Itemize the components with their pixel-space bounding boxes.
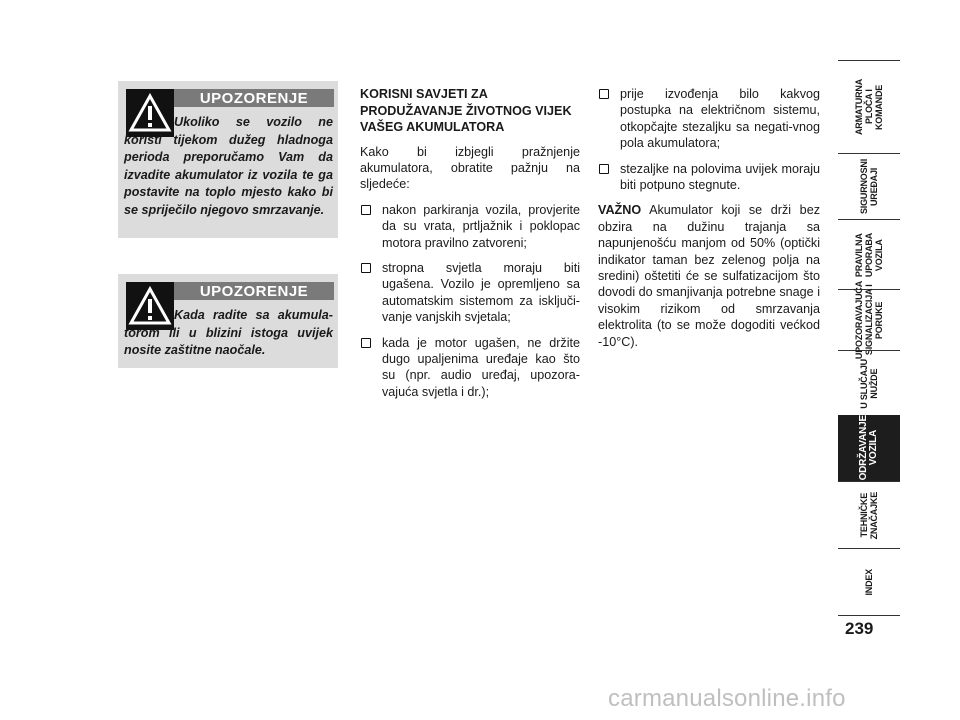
checkbox-bullet-icon — [361, 338, 371, 348]
column-battery-tips — [360, 86, 580, 409]
checkbox-bullet-icon — [599, 164, 609, 174]
tab-index[interactable]: INDEX — [838, 548, 900, 616]
page-number-divider — [838, 615, 900, 616]
list-item: kada je motor ugašen, ne držite dugo upaljenima uređaje kao što su (npr. audio uređaj, upozora-vajuća svjetla i dr.); — [360, 335, 580, 401]
warning-box-2 — [118, 274, 338, 368]
section-heading: KORISNI SAVJETI ZA PRODUŽAVANJE ŽIVOTNOG VIJEK VAŠEG AKUMULATORA — [360, 87, 572, 134]
list-item: nakon parkiranja vozila, provjerite da su vrata, prtljažnik i poklopac motora pravilno zatvoreni; — [360, 202, 580, 251]
warning-text: Kada radite sa akumula-torom ili u blizini istoga uvijek nosite zaštitne naočale. — [124, 308, 333, 358]
important-label: VAŽNO — [598, 203, 642, 218]
checkbox-bullet-icon — [361, 263, 371, 273]
warning-title: UPOZORENJE — [174, 282, 334, 300]
warning-text: Ukoliko se vozilo ne koristi tijekom dužeg hladnoga perioda preporučamo Vam da izvadite akumulator iz vozila te ga postavite na toplo mjesto kako bi se spriječilo njegovo smrzavanje. — [124, 115, 333, 217]
watermark: carmanualsonline.info — [608, 685, 846, 712]
tab-sigurnosni-uredaji[interactable]: SIGURNOSNI UREĐAJI — [838, 153, 900, 220]
column-battery-notes — [598, 86, 820, 359]
important-text: Akumulator koji se drži bez obzira na dužinu trajanja sa napunjenošću manjom od 50% (optički indikator taman bez zelenog polja na sredini) oštetiti će se sulfatizacijom što dovodi do smanjivanja potrebne snage i visokim rizikom od smrzavanja elektrolita (to se može dogoditi većkod -10°C). — [598, 203, 820, 349]
tab-odrzavanje-vozila[interactable]: ODRŽAVANJE VOZILA — [838, 415, 900, 481]
intro-paragraph: Kako bi izbjegli pražnjenje akumulatora, obratite pažnju na sljedeće: — [360, 144, 580, 192]
list-item: stezaljke na polovima uvijek moraju biti potpuno stegnute. — [598, 161, 820, 194]
checkbox-bullet-icon — [599, 89, 609, 99]
checkbox-bullet-icon — [361, 205, 371, 215]
list-item: prije izvođenja bilo kakvog postupka na električnom sistemu, otkopčajte stezaljku sa negati-vnog pola akumulatora; — [598, 86, 820, 152]
important-note — [598, 202, 820, 350]
list-item: stropna svjetla moraju biti ugašena. Vozilo je opremljeno sa automatskim sistemom za isključi-vanje vanjskih svjetala; — [360, 260, 580, 326]
tab-tehnicke-znacajke[interactable]: TEHNIČKE ZNAČAJKE — [838, 481, 900, 549]
warning-box-1 — [118, 81, 338, 238]
tab-u-slucaju-nuzde[interactable]: U SLUČAJU NUŽDE — [838, 350, 900, 416]
page-number: 239 — [845, 619, 874, 638]
tab-pravilna-uporaba[interactable]: PRAVILNA UPORABA VOZILA — [838, 219, 900, 290]
tab-armaturna-ploca[interactable]: ARMATURNA PLOČA I KOMANDE — [838, 60, 900, 154]
chapter-tabs — [838, 60, 900, 615]
tab-upozoravajuca-signalizacija[interactable]: UPOZORAVAJUĆA SIGNALIZACIJA I PORUKE — [838, 289, 900, 351]
warning-title: UPOZORENJE — [174, 89, 334, 107]
